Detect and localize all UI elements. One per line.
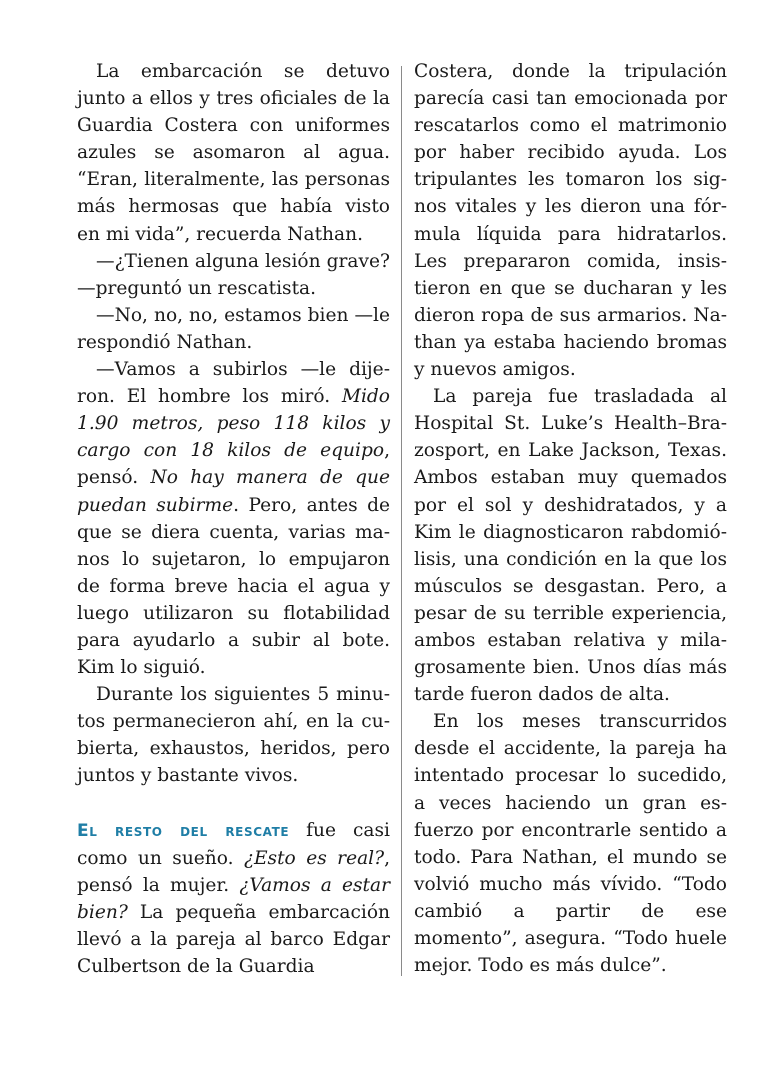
paragraph-nathan-answer: —No, no, no, estamos bien —le respondió Nathan. (77, 304, 390, 353)
paragraph-rest-of-rescue: El resto del rescate fue casi como un sueño. ¿Esto es real?, pensó la mujer. ¿Vamos a estar bien? La pequeña embarcación llevó a la pareja al barco Edgar Culbertson de la Guardia (77, 819, 391, 977)
paragraph-boat-arrives: La embarcación se detuvo junto a ellos y tres oficiales de la Guardia Costera con uniformes azules se asomaron al agua. “Eran, literalmente, las personas más hermosas que había visto en mi vida”, recuerda Nathan. (77, 61, 390, 245)
column-divider (401, 66, 402, 976)
italic-is-this-real: ¿Esto es real? (244, 847, 385, 869)
paragraph-hospital: La pareja fue trasladada al Hospital St. Luke’s Health–Brazosport, en Lake Jackson, Texas. Ambos estaban muy quemados por el sol y deshidratados, y a Kim le diagnosticaron rabdomiólisis, una condición en la que los músculos se desgastan. Pero, a pesar de su terrible experiencia, ambos estaban relativa y milagrosamente bien. Unos días más tarde fueron dados de alta. (414, 386, 727, 706)
paragraph-on-deck: Durante los siguientes 5 minutos permanecieron ahí, en la cubierta, exhaustos, heridos, pero juntos y bastante vivos. (77, 684, 390, 787)
paragraph-serious-injury-question: —¿Tienen alguna lesión grave? —preguntó un rescatista. (77, 250, 390, 299)
section-lead-in: El resto del rescate (77, 820, 290, 841)
paragraph-coast-guard-ship: Costera, donde la tripulación parecía casi tan emocionada por rescatarlos como el matrimonio por haber recibido ayuda. Los tripulantes les tomaron los signos vitales y les dieron una fórmula líquida para hidratarlos. Les prepararon comida, insistieron en que se ducharan y les dieron ropa de sus armarios. Nathan ya estaba haciendo bromas y nuevos amigos. (414, 61, 727, 381)
italic-thought-no-way: No hay manera de que puedan subirme (77, 467, 390, 516)
italic-will-we-be-ok: ¿Vamos a estar bien? (77, 874, 390, 923)
right-column (414, 58, 727, 979)
paragraph-lifting-aboard: —Vamos a subirlos —le dijeron. El hombre los miró. Mido 1.90 metros, peso 118 kilos y cargo con 18 kilos de equipo, pensó. No hay manera de que puedan subirme. Pero, antes de que se diera cuenta, varias manos lo sujetaron, lo empujaron de forma breve hacia el agua y luego utilizaron su flotabilidad para ayudarlo a subir al bote. Kim lo siguió. (77, 359, 390, 679)
italic-thought-weight: Mido 1.90 metros, peso 118 kilos y cargo con 18 kilos de equipo (77, 386, 390, 462)
left-column (77, 58, 390, 980)
paragraph-aftermath: En los meses transcurridos desde el accidente, la pareja ha intentado procesar lo sucedido, a veces haciendo un gran esfuerzo por encontrarle sentido a todo. Para Nathan, el mundo se volvió mucho más vívido. “Todo cambió a partir de ese momento”, asegura. “Todo huele mejor. Todo es más dulce”. (414, 711, 727, 977)
